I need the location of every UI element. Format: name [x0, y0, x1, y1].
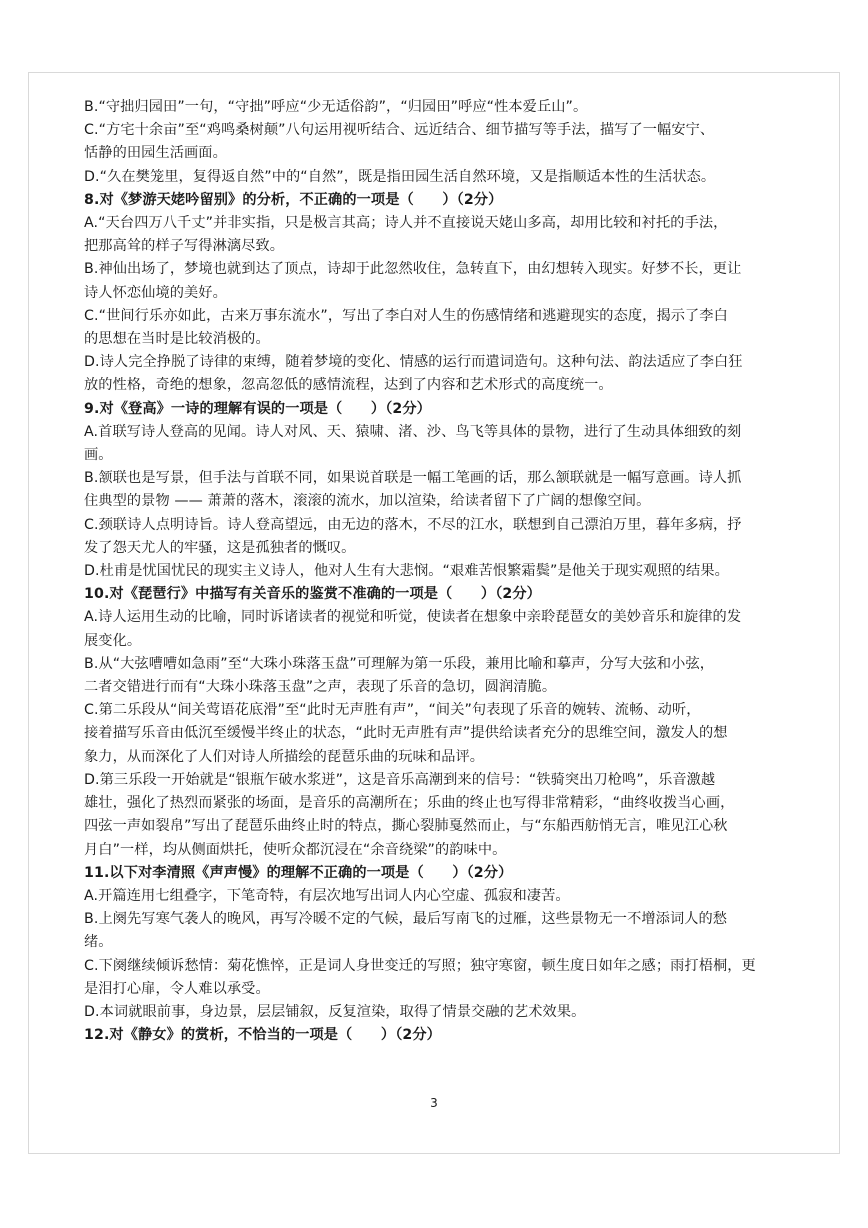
question-stem: 9.对《登高》一诗的理解有误的一项是（ ）（2分） [84, 400, 431, 417]
question-stem: 8.对《梦游天姥吟留别》的分析，不正确的一项是（ ）（2分） [84, 191, 503, 208]
text-line: A.开篇连用七组叠字，下笔奇特，有层次地写出词人内心空虚、孤寂和凄苦。 [84, 887, 570, 904]
text-line: 月白”一样，均从侧面烘托，使听众都沉浸在“余音绕梁”的韵味中。 [84, 841, 507, 858]
question-stem: 11.以下对李清照《声声慢》的理解不正确的一项是（ ）（2分） [84, 864, 513, 881]
text-line: 画。 [84, 447, 113, 464]
text-line: 二者交错进行而有“大珠小珠落玉盘”之声，表现了乐音的急切，圆润清脆。 [84, 679, 557, 696]
text-line: 诗人怀恋仙境的美好。 [84, 284, 227, 301]
text-line: 恬静的田园生活画面。 [84, 145, 227, 162]
text-line: A.“天台四万八千丈”并非实指，只是极言其高；诗人并不直接说天姥山多高，却用比较和衬托的手法， [84, 215, 728, 232]
text-line: B.“守拙归园田”一句，“守拙”呼应“少无适俗韵”，“归园田”呼应“性本爱丘山”。 [84, 99, 588, 115]
text-line: B.从“大弦嘈嘈如急雨”至“大珠小珠落玉盘”可理解为第一乐段，兼用比喻和摹声，分写大弦和小弦， [84, 655, 715, 672]
text-line: D.杜甫是忧国忧民的现实主义诗人，他对人生有大悲悯。“艰难苦恨繁霜鬓”是他关于现实观照的结果。 [84, 563, 729, 580]
text-line: 象力，从而深化了人们对诗人所描绘的琵琶乐曲的玩味和品评。 [84, 748, 485, 765]
text-line: B.颔联也是写景，但手法与首联不同，如果说首联是一幅工笔画的话，那么颔联就是一幅写意画。诗人抓 [84, 470, 742, 487]
text-line: 是泪打心扉，令人难以承受。 [84, 980, 270, 997]
text-line: C.“方宅十余亩”至“鸡鸣桑树颠”八句运用视听结合、远近结合、细节描写等手法，描写了一幅安宁、 [84, 122, 715, 139]
text-line: B.神仙出场了，梦境也就到达了顶点，诗却于此忽然收住，急转直下，由幻想转入现实。好梦不长，更让 [84, 261, 742, 278]
text-line: 住典型的景物 —— 萧萧的落木，滚滚的流水，加以渲染，给读者留下了广阔的想像空间。 [84, 493, 651, 510]
question-stem: 12.对《静女》的赏析，不恰当的一项是（ ）（2分） [84, 1027, 441, 1044]
text-line: 雄壮，强化了热烈而紧张的场面，是音乐的高潮所在；乐曲的终止也写得非常精彩，“曲终收拨当心画， [84, 795, 735, 812]
text-line: D.本词就眼前事，身边景，层层铺叙，反复渲染，取得了情景交融的艺术效果。 [84, 1003, 586, 1020]
text-line: C.下阕继续倾诉愁情：菊花憔悴，正是词人身世变迁的写照；独守寒窗，顿生度日如年之感；雨打梧桐，更 [84, 957, 756, 974]
text-line: C.颈联诗人点明诗旨。诗人登高望远，由无边的落木，不尽的江水，联想到自己漂泊万里，暮年多病，抒 [84, 516, 742, 533]
question-stem: 10.对《琵琶行》中描写有关音乐的鉴赏不准确的一项是（ ）（2分） [84, 586, 541, 603]
text-line: A.首联写诗人登高的见闻。诗人对风、天、猿啸、渚、沙、鸟飞等具体的景物，进行了生动具体细致的刻 [84, 423, 742, 440]
text-line: C.第二乐段从“间关莺语花底滑”至“此时无声胜有声”，“间关”句表现了乐音的婉转、流畅、动听， [84, 702, 701, 719]
text-line: C.“世间行乐亦如此，古来万事东流水”，写出了李白对人生的伤感情绪和逃避现实的态度，揭示了李白 [84, 307, 728, 324]
text-line: D.诗人完全挣脱了诗律的束缚，随着梦境的变化、情感的运行而遣词造句。这种句法、韵法适应了李白狂 [84, 354, 743, 371]
text-line: 展变化。 [84, 632, 142, 649]
text-line: 发了怨天尤人的牢骚，这是孤独者的慨叹。 [84, 539, 356, 556]
text-line: 的思想在当时是比较消极的。 [84, 331, 270, 348]
text-line: 把那高耸的样子写得淋漓尽致。 [84, 238, 285, 255]
text-line: 接着描写乐音由低沉至缓慢半终止的状态，“此时无声胜有声”提供给读者充分的思维空间，激发人的想 [84, 725, 728, 742]
text-line: 绪。 [84, 934, 113, 951]
text-line: 四弦一声如裂帛”写出了琵琶乐曲终止时的特点，撕心裂肺戛然而止，与“东船西舫悄无言，唯见江心秋 [84, 818, 728, 835]
page-number: 3 [430, 1096, 438, 1110]
document-body [84, 96, 784, 1047]
text-line: B.上阕先写寒气袭人的晚风，再写冷暖不定的气候，最后写南飞的过雁，这些景物无一不增添词人的愁 [84, 911, 728, 928]
text-line: D.第三乐段一开始就是“银瓶乍破水浆迸”，这是音乐高潮到来的信号：“铁骑突出刀枪鸣”，乐音激越 [84, 771, 716, 788]
text-line: A.诗人运用生动的比喻，同时诉诸读者的视觉和听觉，使读者在想象中亲聆琵琶女的美妙音乐和旋律的发 [84, 609, 742, 626]
text-line: D.“久在樊笼里，复得返自然”中的“自然”，既是指田园生活自然环境，又是指顺适本性的生活状态。 [84, 168, 716, 185]
text-line: 放的性格，奇绝的想象，忽高忽低的感情流程，达到了内容和艺术形式的高度统一。 [84, 377, 613, 394]
